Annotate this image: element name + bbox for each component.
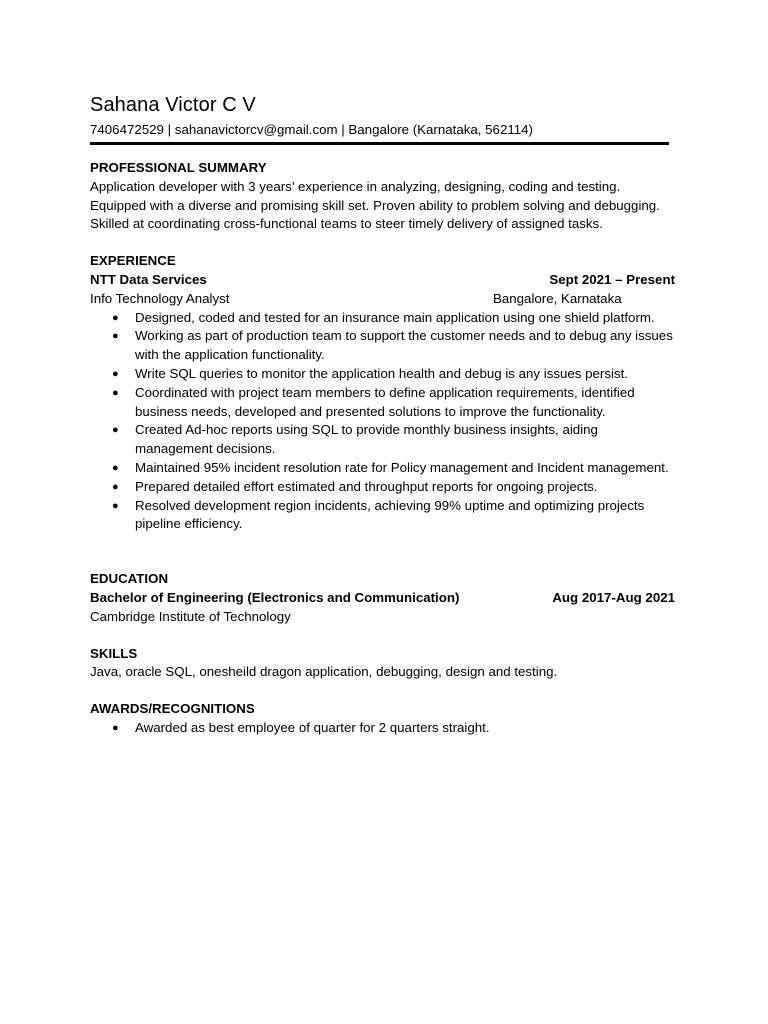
bullet-icon: ● [112, 424, 119, 437]
job-location: Bangalore, Karnataka [493, 290, 622, 306]
bullet-icon: ● [112, 311, 119, 324]
experience-bullet-list [90, 309, 675, 535]
summary-heading: PROFESSIONAL SUMMARY [90, 160, 267, 175]
bullet-icon: ● [112, 480, 119, 493]
bullet-icon: ● [112, 499, 119, 512]
list-item: ● Write SQL queries to monitor the application health and debug is any issues persist. [90, 365, 675, 384]
bullet-icon: ● [112, 386, 119, 399]
degree-name: Bachelor of Engineering (Electronics and Communication) [90, 589, 460, 605]
bullet-icon: ● [112, 721, 119, 734]
contact-line: 7406472529 | sahanavictorcv@gmail.com | Bangalore (Karnataka, 562114) [90, 122, 533, 137]
institute-name: Cambridge Institute of Technology [90, 608, 291, 624]
awards-heading: AWARDS/RECOGNITIONS [90, 701, 255, 717]
experience-section [90, 252, 675, 534]
skills-heading: SKILLS [90, 645, 138, 661]
skills-section [90, 645, 675, 683]
bullet-icon: ● [112, 330, 119, 343]
education-section [90, 570, 675, 626]
bullet-icon: ● [112, 461, 119, 474]
job-role: Info Technology Analyst [90, 290, 230, 306]
header-divider [90, 142, 669, 145]
list-item: ● Resolved development region incidents, achieving 99% uptime and optimizing projects pipeline efficiency. [112, 497, 645, 532]
experience-company-row [90, 271, 675, 290]
list-item: ● Coordinated with project team members to define application requirements, identified business needs, developed and presented solutions to improve the functionality. [112, 384, 635, 419]
education-dates: Aug 2017-Aug 2021 [552, 589, 675, 605]
company-name: NTT Data Services [90, 271, 207, 287]
awards-section [90, 700, 675, 738]
skills-text: Java, oracle SQL, onesheild dragon application, debugging, design and testing. [90, 664, 558, 680]
summary-text: Application developer with 3 years’ experience in analyzing, designing, coding and testing. Equipped with a diverse and promising skill set. Proven ability to problem solving and debugging. Skilled at coordinating cross-functional teams to steer timely delivery of assigned tasks. [90, 178, 660, 232]
list-item: ● Working as part of production team to support the customer needs and to debug any issues with the application functionality. [112, 328, 673, 363]
candidate-name: Sahana Victor C V [90, 94, 256, 116]
list-item: ● Designed, coded and tested for an insurance main application using one shield platform. [90, 309, 675, 328]
education-heading: EDUCATION [90, 571, 169, 587]
bullet-icon: ● [112, 367, 119, 380]
list-item: ● Prepared detailed effort estimated and throughput reports for ongoing projects. [90, 478, 675, 497]
awards-bullet-list [90, 719, 675, 738]
resume-page [90, 90, 675, 738]
experience-heading: EXPERIENCE [90, 253, 176, 269]
summary-section [90, 159, 675, 234]
experience-dates: Sept 2021 – Present [549, 271, 675, 287]
list-item: ● Created Ad-hoc reports using SQL to provide monthly business insights, aiding management decisions. [112, 422, 598, 457]
list-item: ● Maintained 95% incident resolution rate for Policy management and Incident management. [90, 459, 675, 478]
education-degree-row [90, 589, 675, 608]
list-item: ● Awarded as best employee of quarter for 2 quarters straight. [90, 719, 675, 738]
experience-role-row [90, 290, 675, 309]
